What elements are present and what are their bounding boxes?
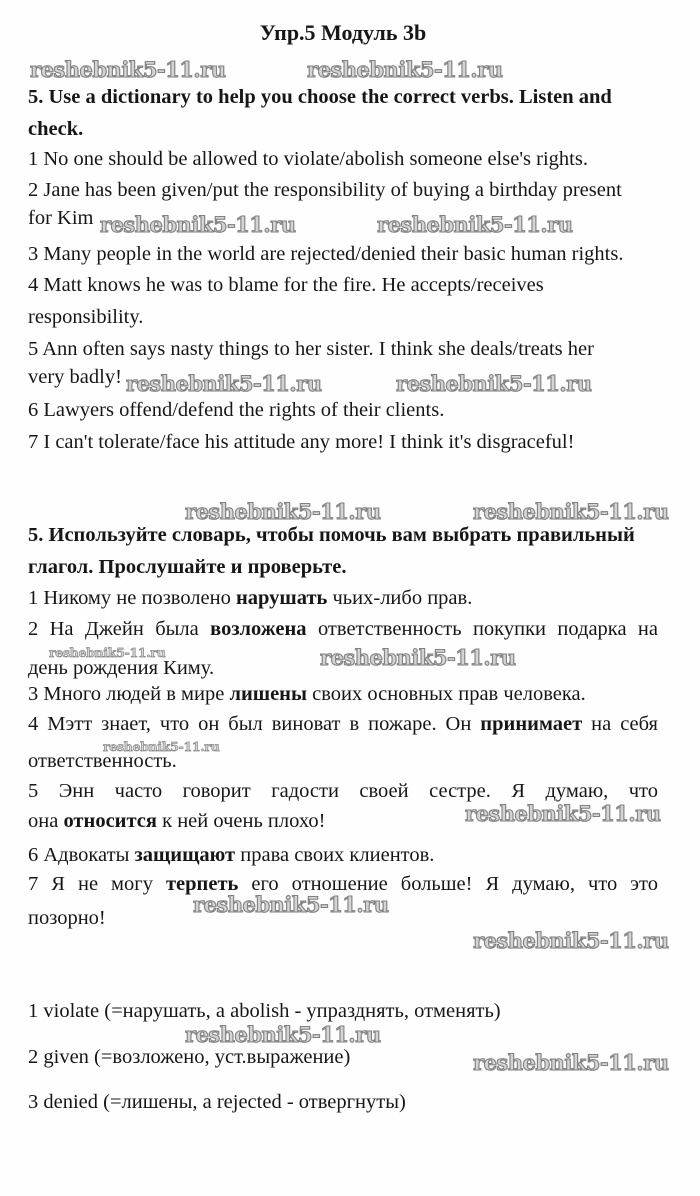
en-sentence-6: 6 Lawyers offend/defend the rights of their clients. xyxy=(28,399,445,421)
watermark: reshebnik5-11.ru xyxy=(49,645,166,660)
watermark: reshebnik5-11.ru xyxy=(473,1050,669,1075)
answer-verb: терпеть xyxy=(165,873,239,895)
exercise-heading-en-line2: check. xyxy=(28,118,84,140)
text-segment: она xyxy=(28,810,64,832)
en-sentence-4: 4 Matt knows he was to blame for the fire. He accepts/receives xyxy=(28,274,544,296)
answer-verb: возложена xyxy=(210,618,307,640)
text-segment: своих основных прав человека. xyxy=(307,683,586,705)
ru-sentence-1 xyxy=(28,586,472,612)
vocab-note-1: 1 violate (=нарушать, a abolish - упразднять, отменять) xyxy=(28,1000,501,1022)
en-sentence-2: 2 Jane has been given/put the responsibility of buying a birthday present xyxy=(28,179,622,201)
watermark: reshebnik5-11.ru xyxy=(473,499,669,524)
answer-verb: принимает xyxy=(480,713,583,735)
text-segment: 1 Никому не позволено xyxy=(28,587,236,609)
en-sentence-2-cont: for Kim xyxy=(28,207,94,229)
text-segment: 3 Много людей в мире xyxy=(28,683,230,705)
en-sentence-1: 1 No one should be allowed to violate/abolish someone else's rights. xyxy=(28,148,588,170)
en-sentence-3: 3 Many people in the world are rejected/denied their basic human rights. xyxy=(28,243,624,265)
page-title: Упр.5 Модуль 3b xyxy=(259,20,427,45)
watermark: reshebnik5-11.ru xyxy=(100,212,296,237)
text-segment: 2 На Джейн была xyxy=(28,618,211,640)
en-sentence-7: 7 I can't tolerate/face his attitude any more! I think it's disgraceful! xyxy=(28,431,575,453)
ru-sentence-6 xyxy=(28,843,434,869)
watermark: reshebnik5-11.ru xyxy=(473,928,669,953)
watermark: reshebnik5-11.ru xyxy=(396,371,592,396)
watermark: reshebnik5-11.ru xyxy=(30,57,226,82)
answer-verb: защищают xyxy=(134,844,236,866)
ru-sentence-4-cont: ответственность. xyxy=(28,750,177,772)
watermark: reshebnik5-11.ru xyxy=(193,892,389,917)
answer-verb: лишены xyxy=(229,683,307,705)
ru-sentence-5-cont xyxy=(28,809,325,835)
watermark: reshebnik5-11.ru xyxy=(103,739,220,754)
text-segment: 4 Мэтт знает, что он был виноват в пожаре. Он xyxy=(28,713,481,735)
text-segment: чьих-либо прав. xyxy=(327,587,473,609)
text-segment: права своих клиентов. xyxy=(235,844,435,866)
watermark: reshebnik5-11.ru xyxy=(126,371,322,396)
vocab-note-2: 2 given (=возложено, уст.выражение) xyxy=(28,1046,351,1068)
answer-verb: относится xyxy=(63,810,157,832)
ru-sentence-3 xyxy=(28,682,586,708)
ru-sentence-2 xyxy=(28,617,658,643)
watermark: reshebnik5-11.ru xyxy=(320,645,516,670)
en-sentence-4-cont: responsibility. xyxy=(28,306,144,328)
text-segment: 7 Я не могу xyxy=(28,873,166,895)
ru-sentence-2-cont: день рождения Киму. xyxy=(28,657,215,679)
ru-sentence-7-cont: позорно! xyxy=(28,907,106,929)
watermark: reshebnik5-11.ru xyxy=(377,212,573,237)
exercise-heading-ru-line1: 5. Используйте словарь, чтобы помочь вам выбрать правильный xyxy=(28,524,635,546)
text-segment: 6 Адвокаты xyxy=(28,844,135,866)
watermark: reshebnik5-11.ru xyxy=(185,1022,381,1047)
ru-sentence-5: 5 Энн часто говорит гадости своей сестре. Я думаю, что xyxy=(28,780,658,802)
exercise-heading-ru-line2: глагол. Прослушайте и проверьте. xyxy=(28,556,347,578)
text-segment: к ней очень плохо! xyxy=(156,810,326,832)
en-sentence-5-cont: very badly! xyxy=(28,366,122,388)
en-sentence-5: 5 Ann often says nasty things to her sister. I think she deals/treats her xyxy=(28,338,594,360)
watermark: reshebnik5-11.ru xyxy=(307,57,503,82)
ru-sentence-4 xyxy=(28,712,658,738)
text-segment: ответственность покупки подарка на xyxy=(306,618,658,640)
vocab-note-3: 3 denied (=лишены, a rejected - отвергнуты) xyxy=(28,1091,406,1113)
watermark: reshebnik5-11.ru xyxy=(465,801,661,826)
answer-verb: нарушать xyxy=(235,587,328,609)
text-segment: на себя xyxy=(582,713,658,735)
watermark: reshebnik5-11.ru xyxy=(185,499,381,524)
text-segment: его отношение больше! Я думаю, что это xyxy=(238,873,658,895)
exercise-heading-en-line1: 5. Use a dictionary to help you choose the correct verbs. Listen and xyxy=(28,86,612,108)
